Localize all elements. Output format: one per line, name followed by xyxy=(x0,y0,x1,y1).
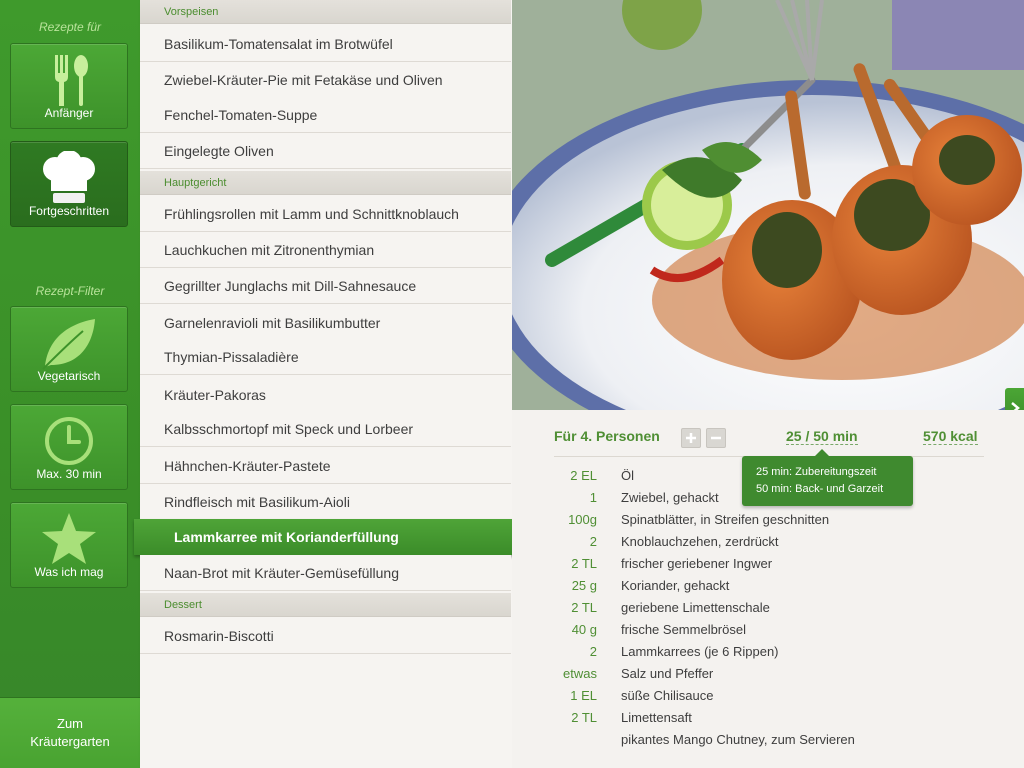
filter-button-vegetarian[interactable] xyxy=(10,306,128,392)
plus-icon xyxy=(685,432,697,444)
ingredient-name: geriebene Limettenschale xyxy=(621,600,770,615)
filter-button-max30[interactable] xyxy=(10,404,128,490)
ingredient-amount: 40 g xyxy=(571,622,597,637)
filter-button-beginner-label: Anfänger xyxy=(44,106,94,120)
recipe-item[interactable]: Kalbsschmortopf mit Speck und Lorbeer xyxy=(140,411,511,447)
recipe-photo xyxy=(512,0,1024,410)
herb-garden-label-line1: Zum xyxy=(57,716,83,731)
recipe-item[interactable]: Basilikum-Tomatensalat im Brotwüfel xyxy=(140,26,511,62)
recipe-list xyxy=(140,0,513,768)
tooltip-line-cook: 50 min: Back- und Garzeit xyxy=(756,483,884,495)
fork-spoon-icon xyxy=(11,52,127,108)
recipe-item[interactable]: Naan-Brot mit Kräuter-Gemüsefüllung xyxy=(140,555,511,591)
clock-icon xyxy=(11,413,127,469)
ingredient-amount: 2 xyxy=(589,644,597,659)
recipe-photo-illustration xyxy=(512,0,1024,410)
ingredient-name: Spinatblätter, in Streifen geschnitten xyxy=(621,512,830,527)
increase-servings-button[interactable] xyxy=(681,428,701,448)
section-label-recipes-for: Rezepte für xyxy=(38,20,102,34)
decrease-servings-button[interactable] xyxy=(706,428,726,448)
ingredient-amount: 25 g xyxy=(571,578,597,593)
star-icon xyxy=(11,511,127,567)
recipe-item[interactable]: Gegrillter Junglachs mit Dill-Sahnesauce xyxy=(140,268,511,304)
ingredient-row xyxy=(512,534,1024,556)
category-header-hauptgericht: Hauptgericht xyxy=(140,171,511,195)
ingredient-row xyxy=(512,666,1024,688)
filter-button-max30-label: Max. 30 min xyxy=(36,467,102,481)
section-label-recipe-filter: Rezept-Filter xyxy=(35,284,105,298)
recipe-item-selected-label: Lammkarree mit Korianderfüllung xyxy=(174,529,399,545)
recipe-item[interactable]: Fenchel-Tomaten-Suppe xyxy=(140,97,511,133)
ingredient-name: frische Semmelbrösel xyxy=(621,622,746,637)
category-header-vorspeisen: Vorspeisen xyxy=(140,0,511,24)
ingredient-row xyxy=(512,468,1024,490)
minus-icon xyxy=(710,432,722,444)
ingredient-name: Salz und Pfeffer xyxy=(621,666,714,681)
filter-button-vegetarian-label: Vegetarisch xyxy=(37,369,101,383)
ingredient-name: pikantes Mango Chutney, zum Servieren xyxy=(621,732,855,747)
calories-label[interactable]: 570 kcal xyxy=(923,428,978,444)
ingredient-amount: 100g xyxy=(568,512,597,527)
recipe-item[interactable]: Rindfleisch mit Basilikum-Aioli xyxy=(140,484,511,520)
ingredient-row xyxy=(512,644,1024,666)
ingredient-row xyxy=(512,732,1024,754)
ingredient-amount: 2 TL xyxy=(571,556,597,571)
chef-hat-icon xyxy=(11,150,127,206)
recipe-item[interactable]: Hähnchen-Kräuter-Pastete xyxy=(140,448,511,484)
servings-label: Für 4. Personen xyxy=(554,428,660,444)
time-label[interactable]: 25 / 50 min xyxy=(786,428,858,444)
recipe-item-selected[interactable] xyxy=(134,519,518,555)
ingredient-amount: 2 EL xyxy=(570,468,597,483)
ingredient-name: süße Chilisauce xyxy=(621,688,714,703)
ingredient-row xyxy=(512,578,1024,600)
ingredient-name: Knoblauchzehen, zerdrückt xyxy=(621,534,779,549)
filter-button-favorites-label: Was ich mag xyxy=(34,565,104,579)
filter-button-advanced-label: Fortgeschritten xyxy=(28,204,110,218)
recipe-item[interactable]: Lauchkuchen mit Zitronenthymian xyxy=(140,232,511,268)
recipe-item[interactable]: Garnelenravioli mit Basilikumbutter xyxy=(140,305,511,341)
ingredient-amount: 2 xyxy=(589,534,597,549)
ingredient-name: Koriander, gehackt xyxy=(621,578,730,593)
ingredient-amount: 1 xyxy=(589,490,597,505)
recipe-detail xyxy=(512,410,1024,768)
ingredient-amount: etwas xyxy=(563,666,597,681)
herb-garden-button[interactable] xyxy=(0,697,140,768)
ingredient-row xyxy=(512,622,1024,644)
ingredient-name: Öl xyxy=(621,468,634,483)
ingredient-name: Limettensaft xyxy=(621,710,692,725)
ingredient-row xyxy=(512,710,1024,732)
recipe-item[interactable]: Eingelegte Oliven xyxy=(140,133,511,169)
ingredient-row xyxy=(512,556,1024,578)
recipe-item[interactable]: Thymian-Pissaladière xyxy=(140,339,511,375)
ingredient-row xyxy=(512,512,1024,534)
ingredient-row xyxy=(512,490,1024,512)
ingredient-name: frischer geriebener Ingwer xyxy=(621,556,773,571)
sidebar xyxy=(0,0,140,768)
ingredient-amount: 1 EL xyxy=(570,688,597,703)
recipe-item[interactable]: Zwiebel-Kräuter-Pie mit Fetakäse und Oliven xyxy=(140,62,511,98)
ingredient-row xyxy=(512,688,1024,710)
filter-button-beginner[interactable] xyxy=(10,43,128,129)
recipe-item[interactable]: Frühlingsrollen mit Lamm und Schnittknoblauch xyxy=(140,196,511,232)
leaf-icon xyxy=(11,315,127,371)
filter-button-advanced[interactable] xyxy=(10,141,128,227)
ingredient-amount: 2 TL xyxy=(571,600,597,615)
category-header-dessert: Dessert xyxy=(140,593,511,617)
ingredient-amount: 2 TL xyxy=(571,710,597,725)
ingredient-row xyxy=(512,600,1024,622)
tooltip-line-prep: 25 min: Zubereitungszeit xyxy=(756,466,877,478)
recipe-item[interactable]: Kräuter-Pakoras xyxy=(140,377,511,413)
filter-button-favorites[interactable] xyxy=(10,502,128,588)
ingredient-name: Zwiebel, gehackt xyxy=(621,490,719,505)
recipe-item[interactable]: Rosmarin-Biscotti xyxy=(140,618,511,654)
ingredient-name: Lammkarrees (je 6 Rippen) xyxy=(621,644,779,659)
herb-garden-label-line2: Kräutergarten xyxy=(30,734,110,749)
